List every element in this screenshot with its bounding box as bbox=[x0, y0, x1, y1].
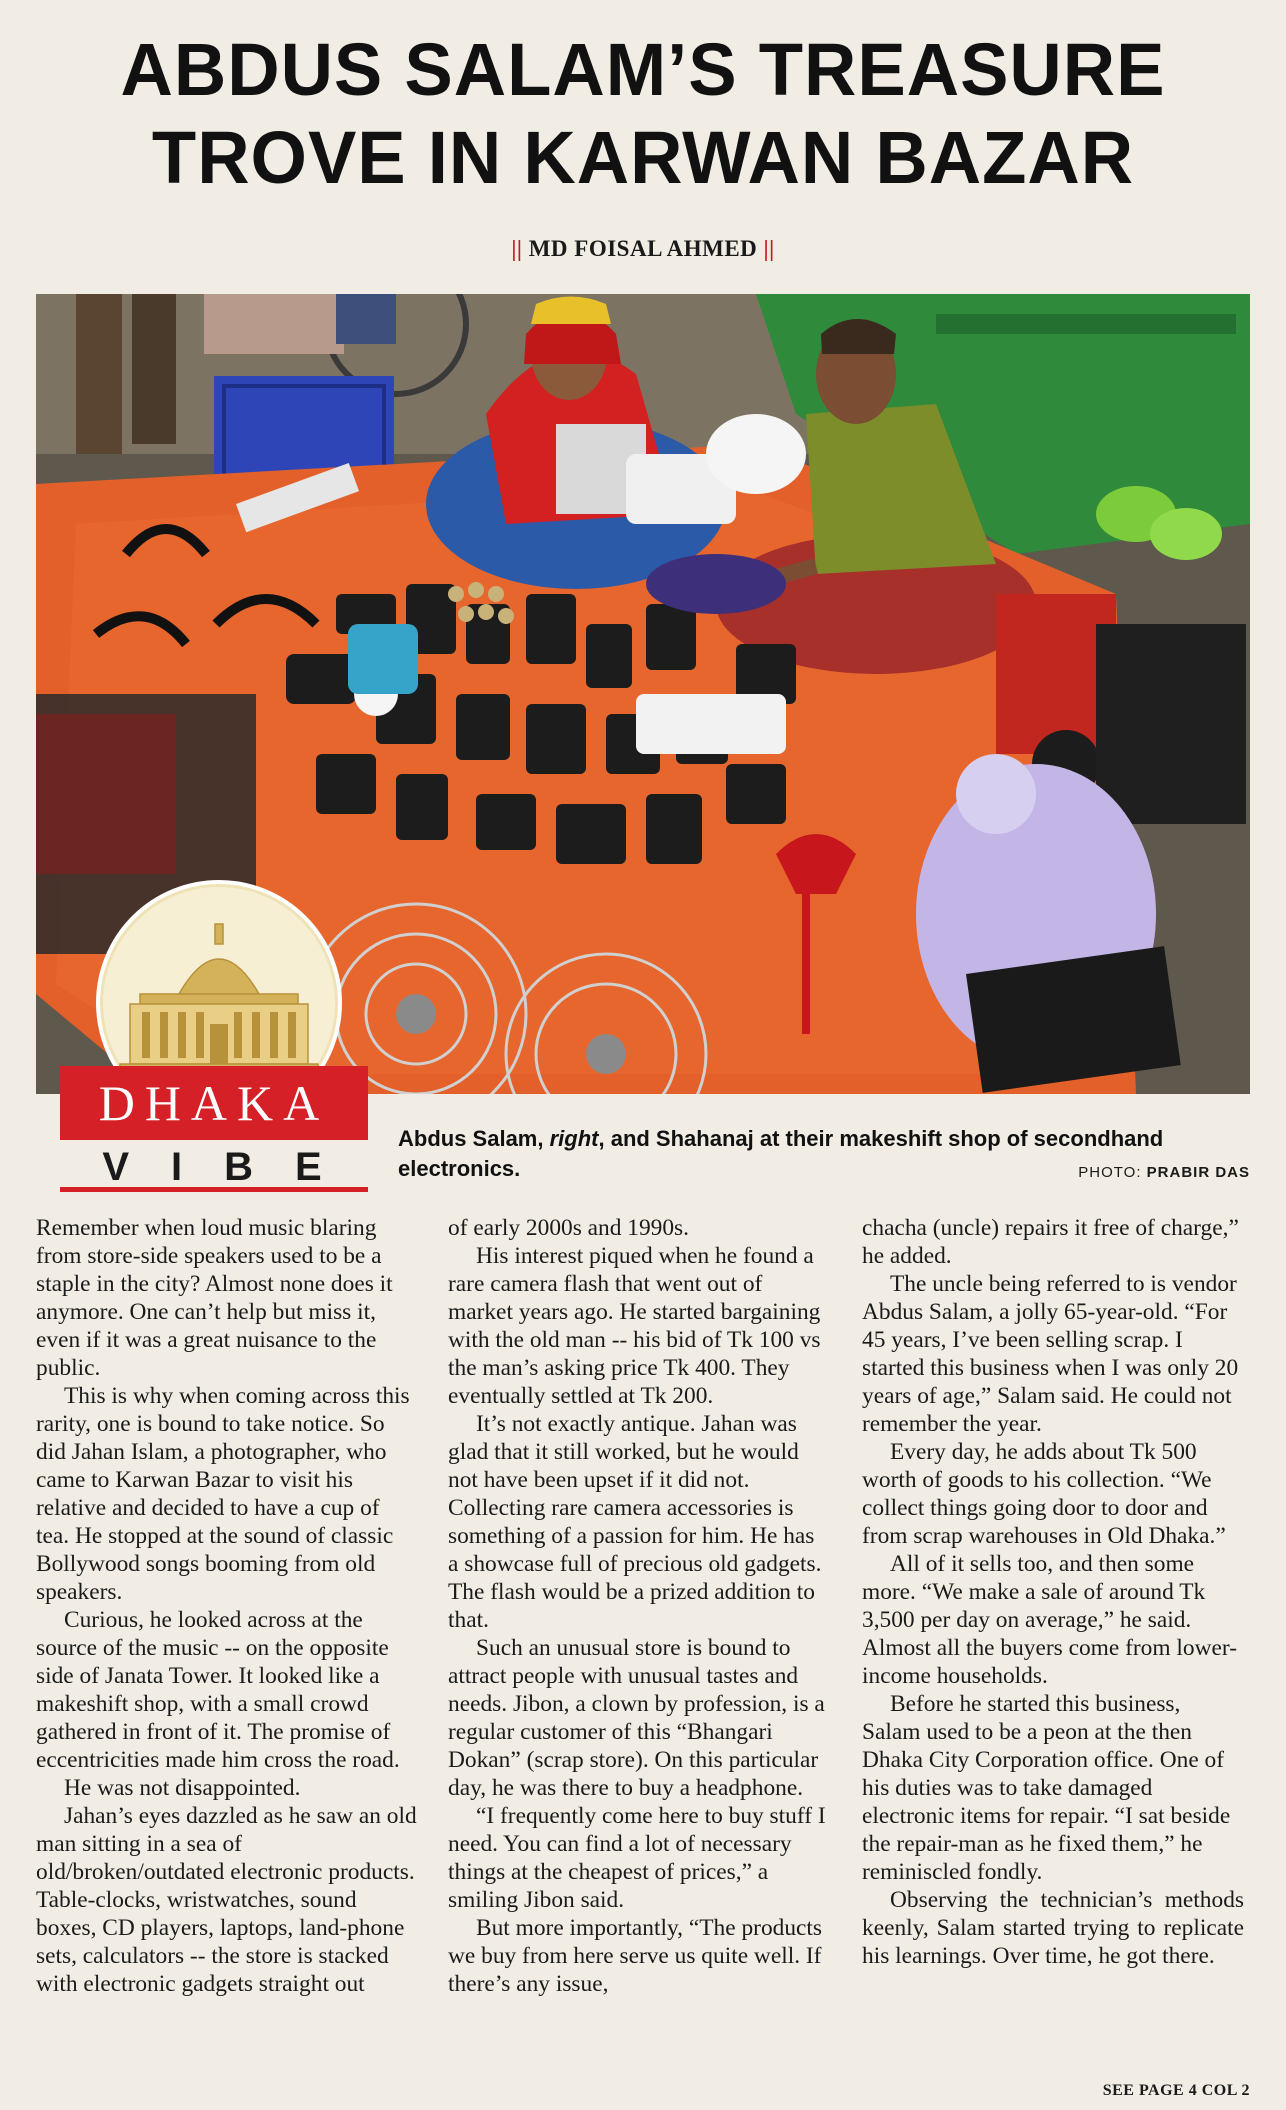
article-column-1 bbox=[36, 1214, 418, 1998]
paragraph: His interest piqued when he found a rare camera flash that went out of market years ago. He started bargaining with the old man -- his bid of Tk 100 vs the man’s asking price Tk 400. They eventually settled at Tk 200. bbox=[448, 1243, 821, 1409]
paragraph: Before he started this business, Salam used to be a peon at the then Dhaka City Corporation office. One of his duties was to take damaged electronic items for repair. “I sat beside the repair-man as he fixed them,” he reminiscled fondly. bbox=[862, 1691, 1231, 1885]
credit-label: PHOTO: bbox=[1078, 1164, 1147, 1181]
dhaka-label: DHAKA bbox=[60, 1066, 368, 1140]
paragraph: He was not disappointed. bbox=[64, 1775, 301, 1801]
paragraph: It’s not exactly antique. Jahan was glad that it still worked, but he would not have been upset if it did not. Collecting rare camera accessories is something of a passion for him. He has a showcase full of precious old gadgets. The flash would be a prized addition to that. bbox=[448, 1411, 822, 1633]
byline-bars-left: || bbox=[511, 236, 523, 261]
byline-author: MD FOISAL AHMED bbox=[528, 236, 758, 261]
paragraph: Jahan’s eyes dazzled as he saw an old man sitting in a sea of old/broken/outdated electronic products. Table-clocks, wristwatches, sound boxes, CD players, laptops, land-phone sets, calculators -- the store is stacked with electronic gadgets straight out bbox=[36, 1803, 417, 1997]
credit-name: PRABIR DAS bbox=[1146, 1164, 1250, 1181]
paragraph: The uncle being referred to is vendor Abdus Salam, a jolly 65-year-old. “For 45 years, I’ve been selling scrap. I started this business when I was only 20 years of age,” Salam said. He could not remember the year. bbox=[862, 1271, 1239, 1437]
caption-part-1: Abdus Salam, bbox=[398, 1126, 550, 1151]
headline-line-2: TROVE IN KARWAN BAZAR bbox=[151, 116, 1135, 199]
paragraph: Such an unusual store is bound to attract people with unusual tastes and needs. Jibon, a clown by profession, is a regular customer of this “Bhangari Dokan” (scrap store). On this particular day, he was there to buy a headphone. bbox=[448, 1635, 825, 1801]
byline bbox=[0, 236, 1286, 262]
paragraph: All of it sells too, and then some more. “We make a sale of around Tk 3,500 per day on average,” he said. Almost all the buyers come from lower-income households. bbox=[862, 1551, 1237, 1689]
paragraph: Observing the technician’s methods keenly, Salam started trying to replicate his learnings. Over time, he got there. bbox=[862, 1887, 1244, 1969]
headline bbox=[13, 26, 1273, 202]
paragraph: Remember when loud music blaring from store-side speakers used to be a staple in the city? Almost none does it anymore. One can’t help but miss it, even if it was a great nuisance to the public. bbox=[36, 1215, 393, 1381]
article-column-3 bbox=[862, 1214, 1244, 1970]
article-column-2 bbox=[448, 1214, 830, 1998]
photo-credit bbox=[1078, 1164, 1250, 1181]
caption-part-2: , and Shahanaj at their makeshift shop of secondhand electronics. bbox=[398, 1126, 1164, 1181]
caption-italic: right bbox=[549, 1126, 599, 1151]
vibe-label: VIBE bbox=[60, 1140, 368, 1192]
paragraph: “I frequently come here to buy stuff I need. You can find a lot of necessary things at the cheapest of prices,” a smiling Jibon said. bbox=[448, 1803, 826, 1913]
headline-line-1: ABDUS SALAM’S TREASURE bbox=[120, 28, 1166, 111]
dhaka-vibe-badge bbox=[60, 880, 370, 1190]
paragraph: This is why when coming across this rarity, one is bound to take notice. So did Jahan Islam, a photographer, who came to Karwan Bazar to visit his relative and decided to have a cup of tea. He stopped at the sound of classic Bollywood songs booming from old speakers. bbox=[36, 1383, 410, 1605]
paragraph: But more importantly, “The products we buy from here serve us quite well. If there’s any issue, bbox=[448, 1915, 823, 1997]
paragraph: Every day, he adds about Tk 500 worth of goods to his collection. “We collect things going door to door and from scrap warehouses in Old Dhaka.” bbox=[862, 1439, 1226, 1549]
paragraph: Curious, he looked across at the source of the music -- on the opposite side of Janata Tower. It looked like a makeshift shop, with a small crowd gathered in front of it. The promise of eccentricities made him cross the road. bbox=[36, 1607, 400, 1773]
paragraph: chacha (uncle) repairs it free of charge,” he added. bbox=[862, 1215, 1239, 1269]
byline-bars-right: || bbox=[763, 236, 775, 261]
continued-jump-line: SEE PAGE 4 COL 2 bbox=[1102, 2082, 1250, 2099]
paragraph: of early 2000s and 1990s. bbox=[448, 1215, 690, 1241]
